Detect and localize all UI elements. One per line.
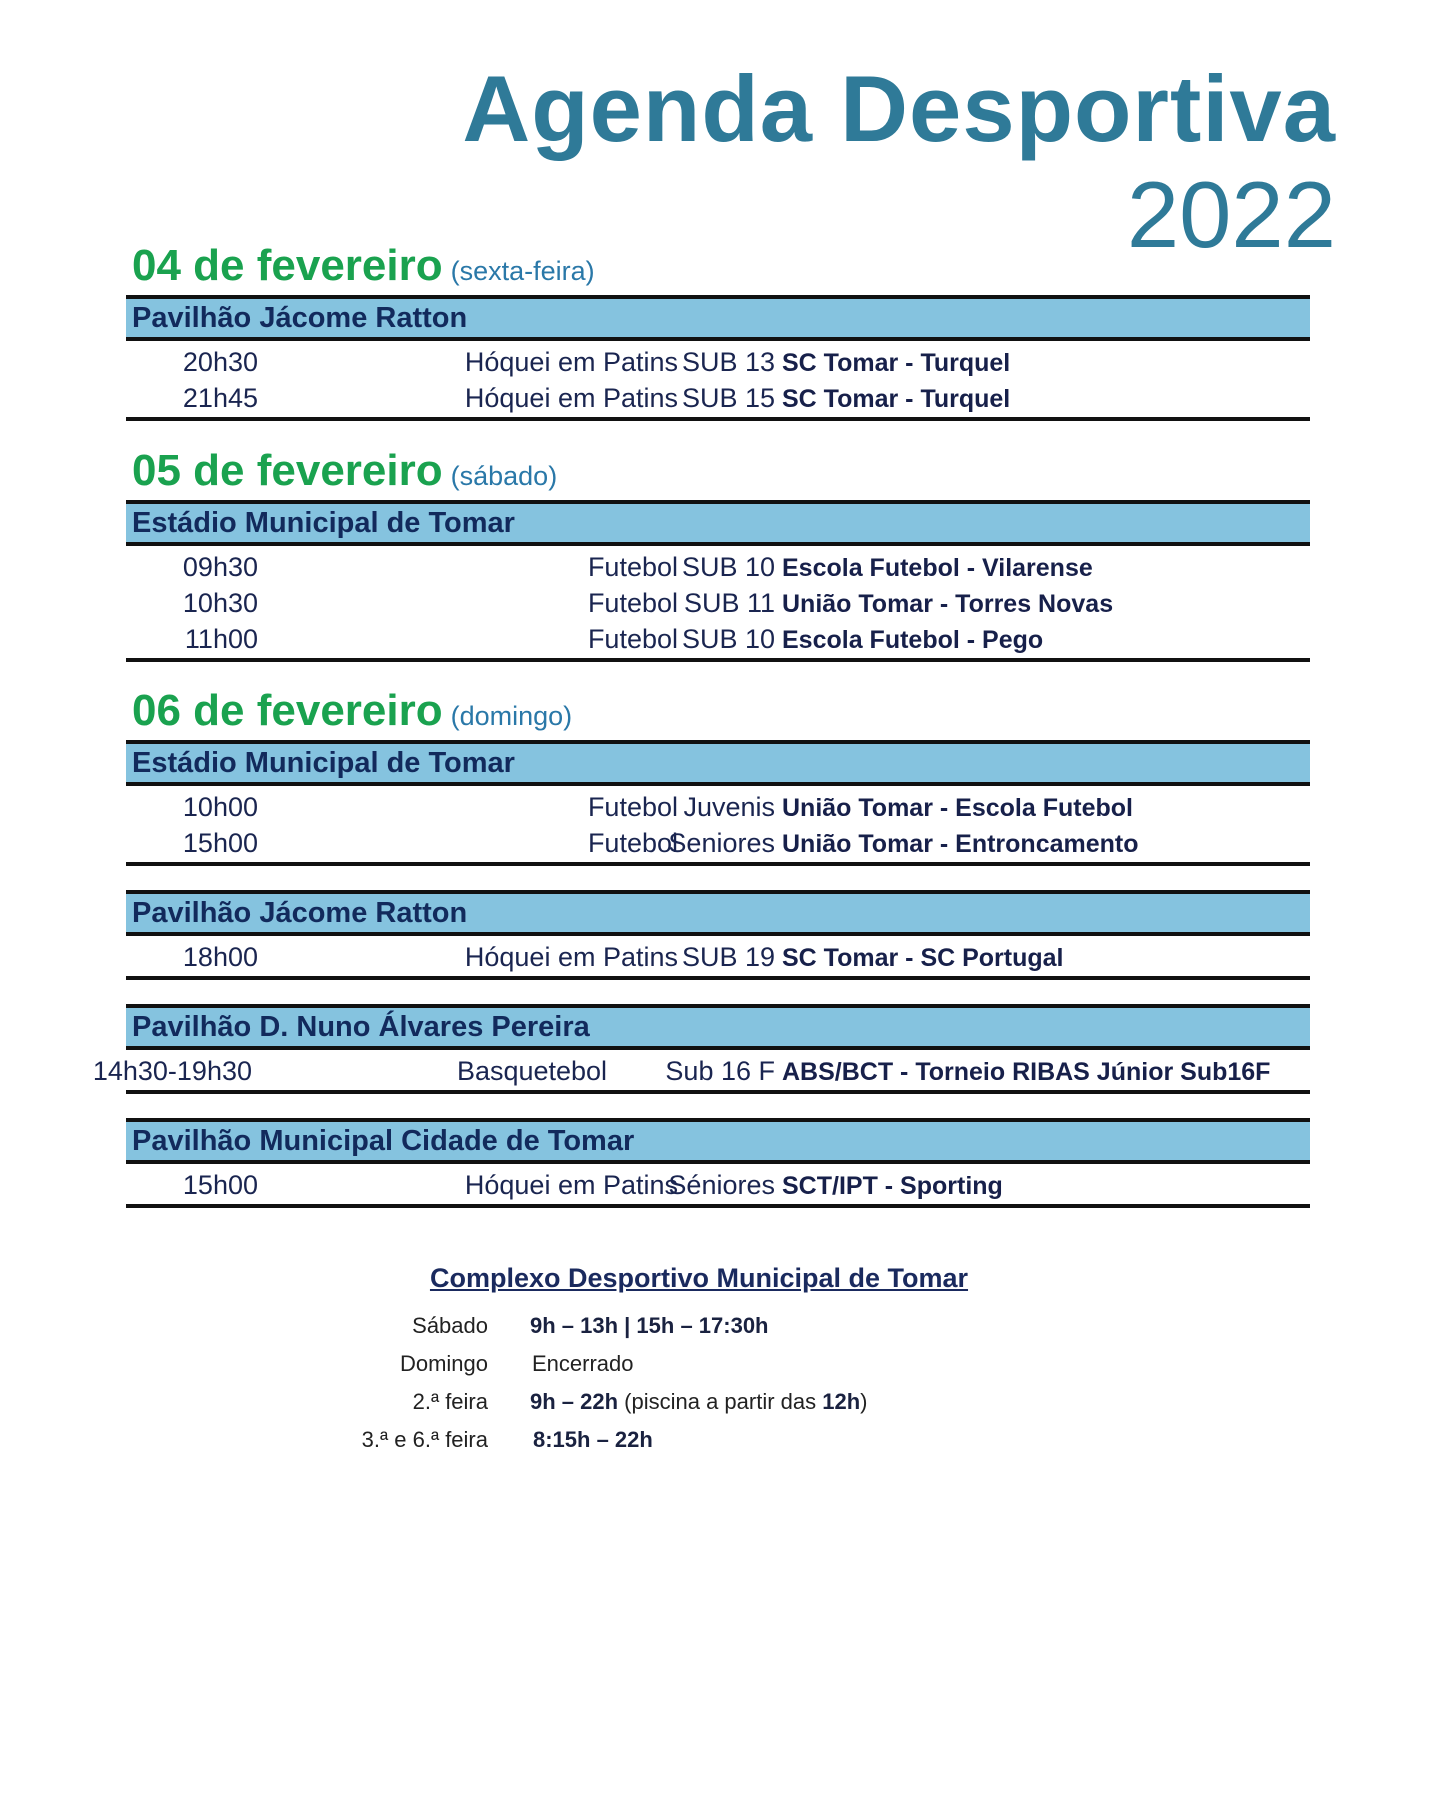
event-time: 21h45 <box>182 383 258 413</box>
venue-name: Pavilhão Jácome Ratton <box>126 890 1310 936</box>
venue-block <box>126 890 1310 980</box>
venue-name: Pavilhão Municipal Cidade de Tomar <box>126 1118 1310 1164</box>
day-weekday: (sexta-feira) <box>450 256 595 286</box>
event-category: Juvenis <box>683 792 775 822</box>
event-match: SC Tomar - SC Portugal <box>782 944 1064 972</box>
hours-row <box>0 1389 1448 1427</box>
event-sport: Hóquei em Patins <box>464 1170 678 1200</box>
event-row <box>126 343 1310 379</box>
event-match: Escola Futebol - Pego <box>782 626 1044 654</box>
event-time: 14h30-19h30 <box>92 1056 252 1086</box>
day-heading <box>132 446 557 496</box>
hours-day: 2.ª feira <box>412 1389 488 1414</box>
event-match: União Tomar - Torres Novas <box>782 590 1114 618</box>
hours-day: 3.ª e 6.ª feira <box>361 1427 488 1452</box>
event-match: União Tomar - Entroncamento <box>782 830 1139 858</box>
event-category: SUB 10 <box>681 552 775 582</box>
event-category: Sub 16 F <box>665 1056 775 1086</box>
day-heading <box>132 241 595 291</box>
event-time: 15h00 <box>182 828 258 858</box>
event-row <box>126 824 1310 860</box>
hours-value: 9h – 13h | 15h – 17:30h <box>530 1313 769 1338</box>
event-match: SC Tomar - Turquel <box>782 349 1011 377</box>
hours-note-end: ) <box>860 1389 868 1414</box>
venue-block <box>126 500 1310 662</box>
event-match: SCT/IPT - Sporting <box>782 1172 1003 1200</box>
hours-note: (piscina a partir das <box>618 1389 823 1414</box>
day-weekday: (sábado) <box>450 461 558 491</box>
event-match: Escola Futebol - Vilarense <box>782 554 1093 582</box>
event-match: SC Tomar - Turquel <box>782 385 1011 413</box>
hours-row <box>0 1313 1448 1351</box>
venue-name: Estádio Municipal de Tomar <box>126 500 1310 546</box>
hours-value: 8:15h – 22h <box>533 1427 653 1452</box>
event-category: SUB 13 <box>681 347 775 377</box>
event-sport: Hóquei em Patins <box>464 942 678 972</box>
day-weekday: (domingo) <box>450 701 573 731</box>
day-heading <box>132 686 572 736</box>
event-sport: Futebol <box>587 828 678 858</box>
event-sport: Hóquei em Patins <box>464 347 678 377</box>
event-row <box>126 548 1310 584</box>
event-category: Séniores <box>668 1170 775 1200</box>
event-row <box>126 938 1310 974</box>
venue-block <box>126 1118 1310 1208</box>
event-match: União Tomar - Escola Futebol <box>782 794 1133 822</box>
title-line1: Agenda Desportiva <box>462 56 1336 161</box>
complex-hours <box>0 1313 1448 1465</box>
day-date: 04 de fevereiro <box>132 241 443 290</box>
venue-name: Pavilhão D. Nuno Álvares Pereira <box>126 1004 1310 1050</box>
event-row <box>126 1166 1310 1202</box>
event-time: 10h30 <box>182 588 258 618</box>
complex-title: Complexo Desportivo Municipal de Tomar <box>429 1263 969 1293</box>
event-category: SUB 15 <box>681 383 775 413</box>
venue-block <box>92 1004 1310 1094</box>
event-time: 11h00 <box>184 624 258 654</box>
title-year: 2022 <box>1126 162 1336 267</box>
event-time: 15h00 <box>182 1170 258 1200</box>
event-row <box>92 1052 1310 1088</box>
event-sport: Futebol <box>587 552 678 582</box>
event-row <box>126 620 1310 656</box>
hours-row <box>0 1351 1448 1389</box>
event-time: 09h30 <box>182 552 258 582</box>
event-row <box>126 584 1310 620</box>
hours-day: Sábado <box>412 1313 488 1338</box>
venue-name: Estádio Municipal de Tomar <box>126 740 1310 786</box>
event-row <box>126 788 1310 824</box>
event-match: ABS/BCT - Torneio RIBAS Júnior Sub16F <box>782 1058 1271 1086</box>
event-time: 20h30 <box>182 347 258 377</box>
hours-row <box>0 1427 1448 1465</box>
venue-name: Pavilhão Jácome Ratton <box>126 295 1310 341</box>
event-category: SUB 11 <box>683 588 775 618</box>
event-time: 10h00 <box>182 792 258 822</box>
event-sport: Hóquei em Patins <box>464 383 678 413</box>
hours-note: Encerrado <box>532 1351 634 1376</box>
event-row <box>126 379 1310 415</box>
event-sport: Futebol <box>587 588 678 618</box>
day-date: 05 de fevereiro <box>132 446 443 495</box>
hours-day: Domingo <box>399 1351 488 1376</box>
venue-block <box>126 295 1310 421</box>
event-category: SUB 19 <box>681 942 775 972</box>
day-date: 06 de fevereiro <box>132 686 443 735</box>
hours-note-bold: 12h <box>822 1389 861 1414</box>
event-category: SUB 10 <box>681 624 775 654</box>
event-sport: Basquetebol <box>456 1056 608 1086</box>
page-title <box>462 56 1336 267</box>
event-sport: Futebol <box>587 792 678 822</box>
event-category: Seniores <box>668 828 775 858</box>
event-sport: Futebol <box>587 624 678 654</box>
hours-value: 9h – 22h <box>530 1389 619 1414</box>
venue-block <box>126 740 1310 866</box>
event-time: 18h00 <box>182 942 258 972</box>
